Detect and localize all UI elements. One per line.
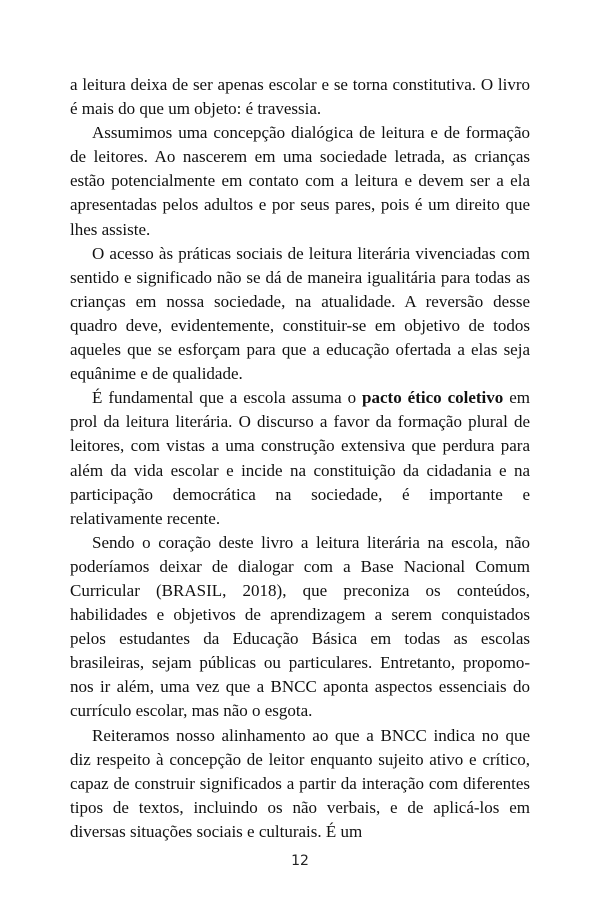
paragraph-4-start: É fundamental que a escola assuma o bbox=[92, 388, 363, 408]
paragraph-6: Reiteramos nosso alinhamento ao que a BNCC indica no que diz respeito à concepção de leitor enquanto sujeito ativo e crítico, capaz de construir significados a partir da interação com diferentes tipos de textos, incluindo os não verbais, e de aplicá-los em diversas situações sociais e culturais. É um bbox=[70, 725, 530, 841]
paragraph-4-end: em prol da leitura literária. O discurso a favor da formação plural de leitores, com vistas a uma construção extensiva que perdura para além da vida escolar e incide na constituição da cidadania e na participação democrática na sociedade, é importante e relativamente recente. bbox=[70, 388, 530, 528]
paragraph-3: O acesso às práticas sociais de leitura literária vivenciadas com sentido e significado não se dá de maneira igualitária para todas as crianças em nossa sociedade, na atualidade. A reversão desse quadro deve, evidentemente, constituir-se em objetivo de todos aqueles que se esforçam para que a educação ofertada a elas seja equânime e de qualidade. bbox=[70, 243, 530, 384]
emphasis-pacto-etico: pacto ético coletivo bbox=[362, 388, 504, 408]
paragraph-1: a leitura deixa de ser apenas escolar e se torna constitutiva. O livro é mais do que um objeto: é travessia. bbox=[70, 75, 530, 119]
page-number: 12 bbox=[291, 853, 309, 869]
paragraph-4 bbox=[70, 386, 530, 531]
paragraph-2: Assumimos uma concepção dialógica de leitura e de formação de leitores. Ao nascerem em uma sociedade letrada, as crianças estão potencialmente em contato com a leitura e devem ser a ela apresentadas pelos adultos e por seus pares, pois é um direito que lhes assiste. bbox=[70, 123, 530, 239]
body-text bbox=[70, 73, 530, 844]
paragraph-5: Sendo o coração deste livro a leitura literária na escola, não poderíamos deixar de dialogar com a Base Nacional Comum Curricular (BRASIL, 2018), que preconiza os conteúdos, habilidades e objetivos de aprendizagem a serem conquistados pelos estudantes da Educação Básica em todas as escolas brasileiras, sejam públicas ou particulares. Entretanto, propomo-nos ir além, uma vez que a BNCC aponta aspectos essenciais do currículo escolar, mas não o esgota. bbox=[70, 532, 530, 721]
